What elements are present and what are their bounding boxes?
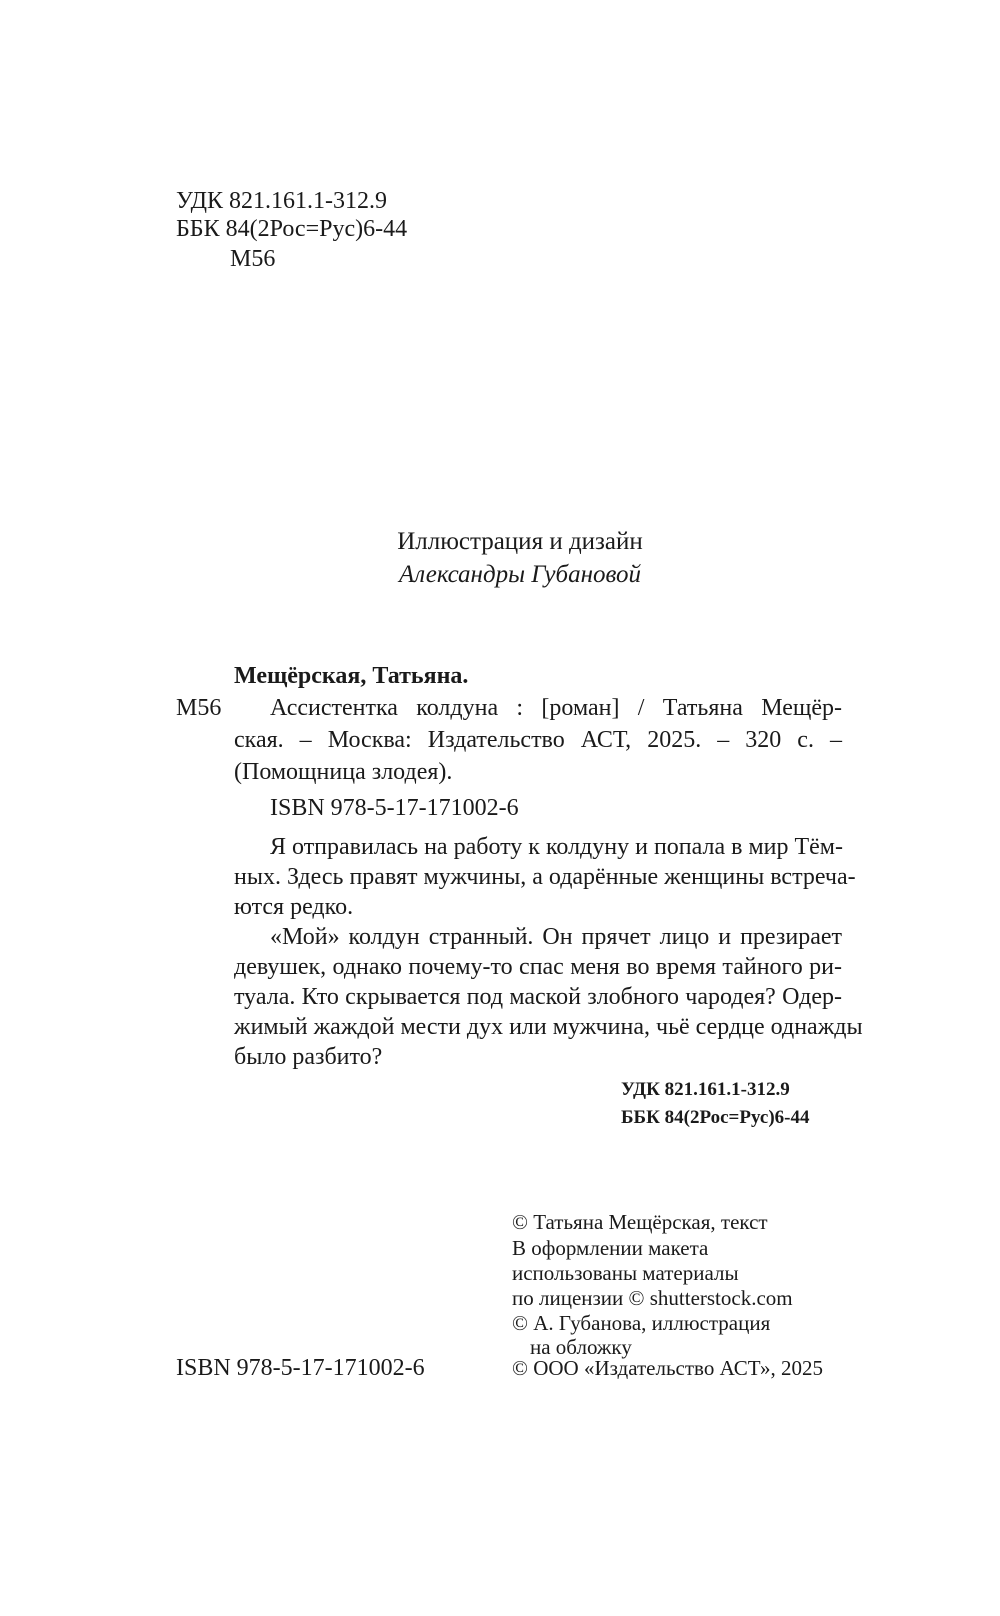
bib-isbn: ISBN 978-5-17-171002-6 (270, 795, 519, 821)
illustration-credit-name: Александры Губановой (398, 561, 642, 588)
annotation-line: «Мой» колдун странный. Он прячет лицо и презирает (270, 924, 842, 950)
bbk-code: ББК 84(2Рос=Рус)6-44 (176, 216, 408, 242)
copyright-line: на обложку (530, 1335, 632, 1359)
author-heading: Мещёрская, Татьяна. (234, 663, 469, 689)
annotation-line: жимый жаждой мести дух или мужчина, чьё сердце однажды (234, 1014, 863, 1040)
footer-bbk-code: ББК 84(2Рос=Рус)6-44 (621, 1107, 810, 1128)
bottom-isbn: ISBN 978-5-17-171002-6 (176, 1355, 425, 1381)
bib-author-mark: М56 (176, 695, 222, 721)
copyright-line: В оформлении макета (512, 1236, 709, 1260)
copyright-line: © ООО «Издательство АСТ», 2025 (512, 1356, 823, 1380)
bib-description-line: Ассистентка колдуна : [роман] / Татьяна Мещёр- (270, 695, 842, 721)
annotation-line: ются редко. (234, 894, 354, 920)
annotation-line: было разбито? (234, 1044, 383, 1070)
copyright-line: © А. Губанова, иллюстрация (512, 1311, 771, 1335)
author-mark: М56 (230, 246, 276, 272)
footer-udk-code: УДК 821.161.1-312.9 (621, 1079, 790, 1100)
bib-description-line: (Помощница злодея). (234, 759, 453, 785)
copyright-line: по лицензии © shutterstock.com (512, 1286, 793, 1310)
annotation-line: туала. Кто скрывается под маской злобного чародея? Одер- (234, 984, 842, 1010)
annotation-line: Я отправилась на работу к колдуну и попала в мир Тём- (270, 834, 843, 860)
annotation-line: ных. Здесь правят мужчины, а одарённые женщины встреча- (234, 864, 856, 890)
copyright-line: использованы материалы (512, 1261, 739, 1285)
annotation-line: девушек, однако почему-то спас меня во время тайного ри- (234, 954, 842, 980)
bib-description-line: ская. – Москва: Издательство АСТ, 2025. – 320 с. – (234, 727, 842, 753)
udk-code: УДК 821.161.1-312.9 (176, 188, 387, 214)
illustration-credit-title: Иллюстрация и дизайн (397, 528, 643, 555)
copyright-line: © Татьяна Мещёрская, текст (512, 1210, 768, 1234)
